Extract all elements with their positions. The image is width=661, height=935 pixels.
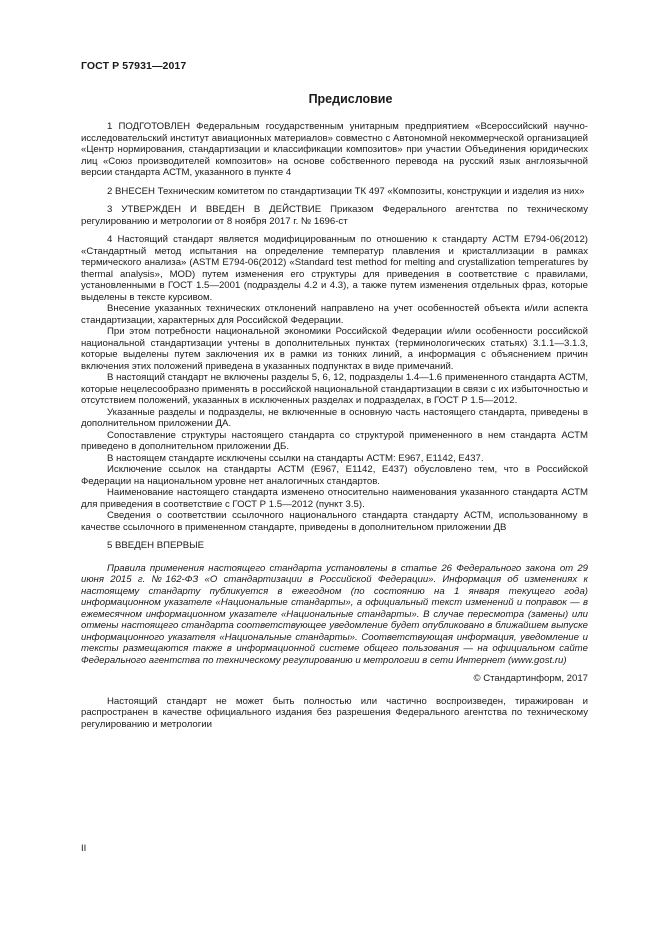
preface-body	[81, 121, 588, 730]
page-number: II	[81, 843, 87, 854]
page-title: Предисловие	[308, 92, 393, 106]
document-code: ГОСТ Р 57931—2017	[81, 60, 187, 72]
paragraph-deviations: Внесение указанных технических отклонений направлено на учет особенностей объекта и/или аспекта стандартизации, характерных для Российской Федерации.	[81, 303, 588, 326]
paragraph-approved: 3 УТВЕРЖДЕН И ВВЕДЕН В ДЕЙСТВИЕ Приказом Федерального агентства по техническому регулированию и метрологии от 8 ноября 2017 г. № 1696-ст	[81, 204, 588, 227]
paragraph-excluded-refs: В настоящем стандарте исключены ссылки на стандарты АСТМ: Е967, Е1142, Е437.	[107, 452, 484, 464]
paragraph-title-change: Наименование настоящего стандарта изменено относительно наименования указанного стандарта АСТМ для приведения в соответствие с ГОСТ Р 1.5—2012 (пункт 3.5).	[81, 487, 588, 510]
paragraph-excluded-sections: В настоящий стандарт не включены разделы 5, 6, 12, подразделы 1.4—1.6 примененного стандарта АСТМ, которые нецелесообразно применять в российской национальной стандартизации в связи с их избыточностью и отсутствием положений, указанных в исключенных разделах и подразделах, в ГОСТ Р 1.5—2012.	[81, 372, 588, 406]
paragraph-introduced: 5 ВВЕДЕН ВПЕРВЫЕ	[107, 540, 205, 551]
rules-notice: Правила применения настоящего стандарта установлены в статье 26 Федерального закона от 29 июня 2015 г. №162-ФЗ «О стандартизации в Российской Федерации». Информация об изменениях к настоящему стандарту публикуется в ежегодном (по состоянию на 1 января текущего года) информационном указателе «Национальные стандарты», а официальный текст изменений и поправок — в ежемесячном информационном указателе «Национальные стандарты». В случае пересмотра (замены) или отмены настоящего стандарта соответствующее уведомление будет опубликовано в ближайшем выпуске информационного указателя «Национальные стандарты». Соответствующая информация, уведомление и тексты размещаются также в информационной системе общего пользования — на официальном сайте Федерального агентства по техническому регулированию и метрологии в сети Интернет (www.gost.ru)	[81, 562, 588, 666]
paragraph-submitted: 2 ВНЕСЕН Техническим комитетом по стандартизации ТК 497 «Композиты, конструкции и изделия из них»	[107, 185, 585, 197]
reproduction-notice: Настоящий стандарт не может быть полностью или частично воспроизведен, тиражирован и распространен в качестве официального издания без разрешения Федерального агентства по техническому регулированию и метрологии	[81, 695, 588, 730]
paragraph-appendix-da: Указанные разделы и подразделы, не включенные в основную часть настоящего стандарта, приведены в дополнительном приложении ДА.	[81, 406, 588, 429]
paragraph-prepared: 1 ПОДГОТОВЛЕН Федеральным государственным унитарным предприятием «Всероссийский научно-исследовательский институт авиационных материалов» совместно с Автономной некоммерческой организацией «Центр нормирования, стандартизации и классификации композитов» при участии Объединения юридических лиц «Союз производителей композитов» на основе собственного перевода на русский язык англоязычной версии стандарта АСТМ, указанного в пункте 4	[81, 121, 588, 178]
paragraph-excluded-refs-reason: Исключение ссылок на стандарты АСТМ (Е967, Е1142, Е437) обусловлено тем, что в Российской Федерации на национальном уровне нет аналогичных стандартов.	[81, 464, 588, 487]
paragraph-appendix-db: Сопоставление структуры настоящего стандарта со структурой примененного в нем стандарта АСТМ приведено в дополнительном приложении ДБ.	[81, 429, 588, 452]
paragraph-appendix-dv: Сведения о соответствии ссылочного национального стандарта стандарту АСТМ, использованному в качестве ссылочного в примененном стандарте, приведены в дополнительном приложении ДВ	[81, 510, 588, 533]
paragraph-additional-terms: При этом потребности национальной экономики Российской Федерации и/или особенности российской национальной стандартизации учтены в дополнительных пунктах (терминологических статьях) 3.1.1—3.1.3, которые выделены путем заключения их в рамки из тонких линий, а информация с объяснением причин включения этих положений приведена в указанных подпунктах в виде примечаний.	[81, 326, 588, 372]
paragraph-modification: 4 Настоящий стандарт является модифицированным по отношению к стандарту АСТМ Е794-06(2012) «Стандартный метод испытания на определение температур плавления и кристаллизации в рамках термического анализа» (ASTM E794-06(2012) «Standard test method for melting and crystallization temperatures by thermal analysis», MOD) путем изменения его структуры для приведения в соответствие с правилами, установленными в ГОСТ 1.5—2001 (подразделы 4.2 и 4.3), а также путем изменения отдельных фраз, которые выделены в тексте курсивом.	[81, 234, 588, 303]
copyright: © Стандартинформ, 2017	[473, 673, 588, 684]
